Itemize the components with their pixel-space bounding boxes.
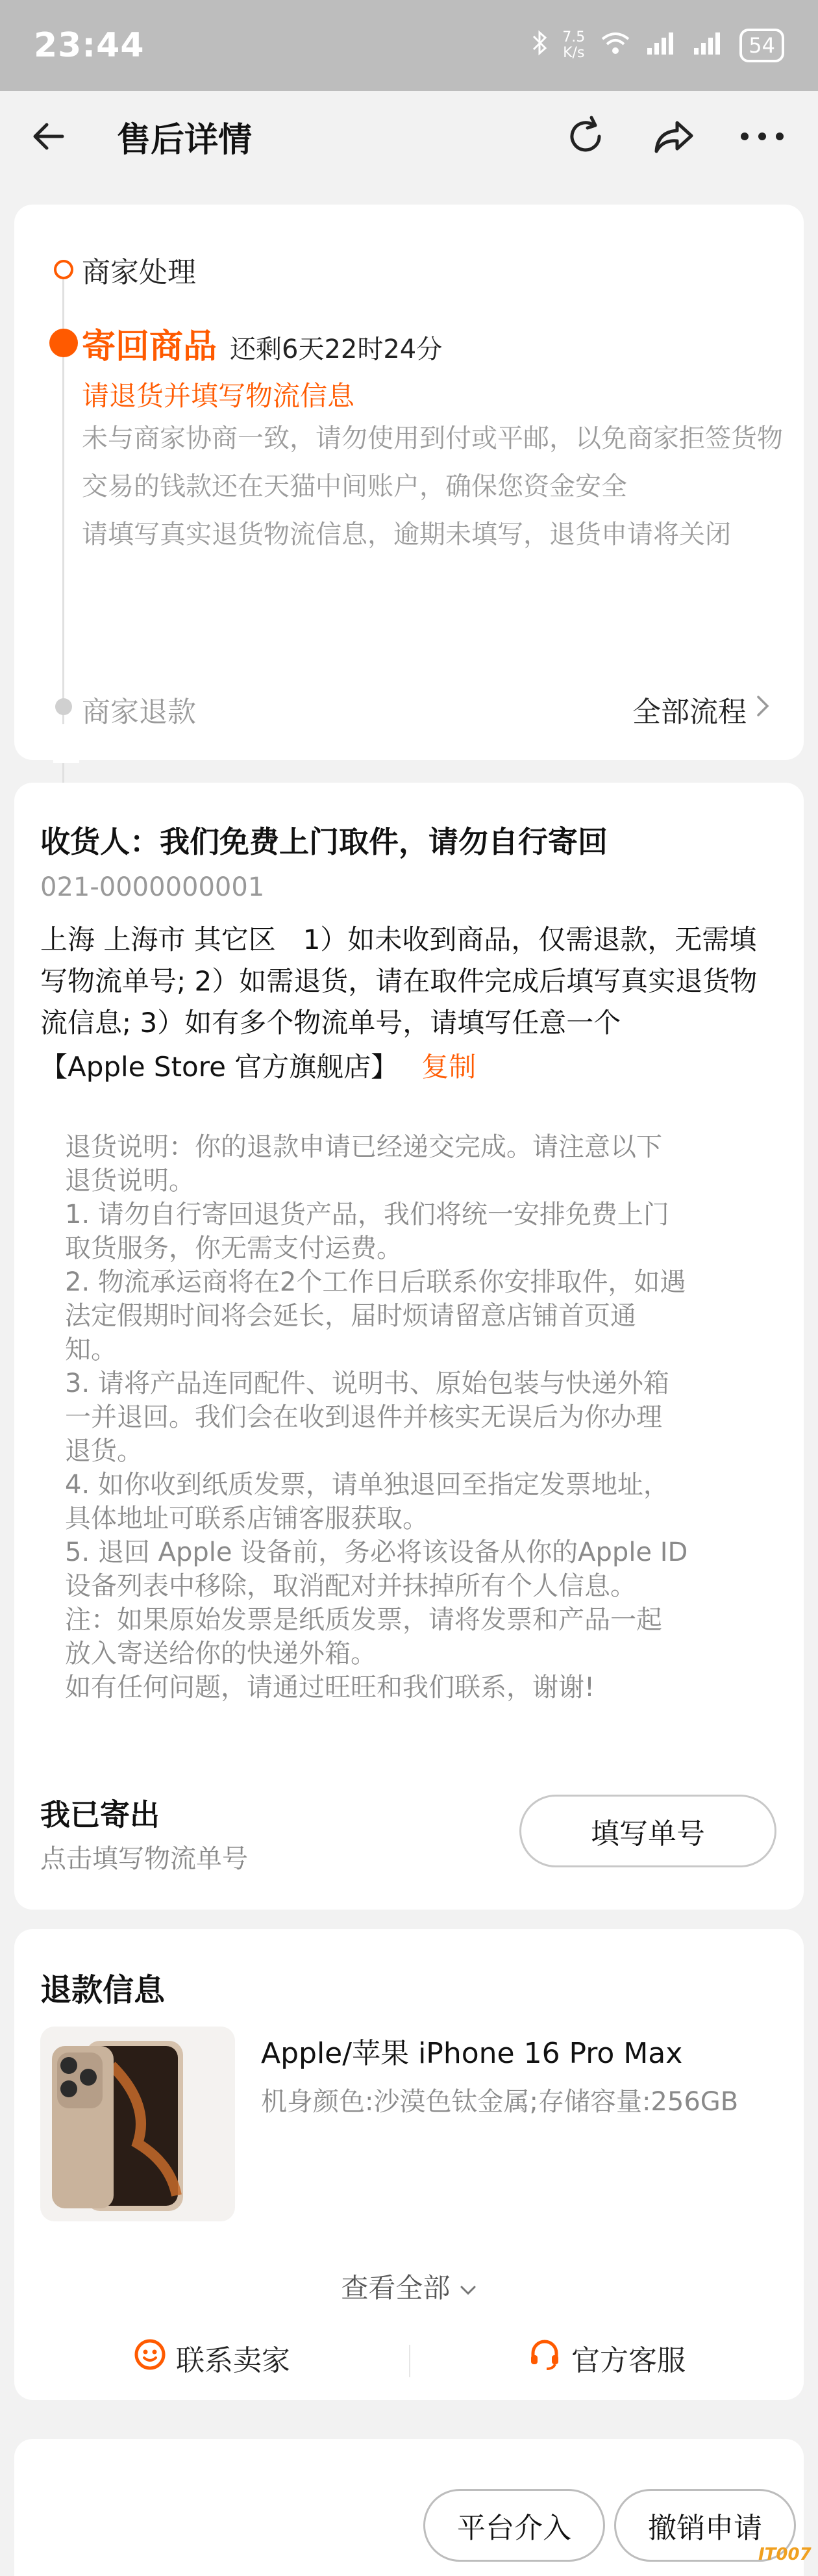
step-return-title: 寄回商品: [82, 327, 217, 366]
instruction-line: 2. 物流承运商将在2个工作日后联系你安排取件，如遇: [65, 1267, 686, 1297]
step-merchant-processing: 商家处理: [82, 256, 196, 289]
contact-seller-label: 联系卖家: [176, 2344, 290, 2377]
receiver-card: [14, 783, 804, 1910]
instruction-line: 退货说明。: [65, 1166, 195, 1196]
product-name[interactable]: Apple/苹果 iPhone 16 Pro Max: [261, 2037, 683, 2070]
tip-item: 交易的钱款还在天猫中间账户，确保您资金安全: [82, 472, 627, 501]
progress-card: [14, 205, 804, 760]
instruction-line: 5. 退回 Apple 设备前，务必将该设备从你的Apple ID: [65, 1537, 688, 1567]
tip-item: 请填写真实退货物流信息，逾期未填写，退货申请将关闭: [82, 520, 731, 549]
chevron-right-icon: [756, 693, 771, 726]
fill-tracking-button[interactable]: 填写单号: [519, 1795, 776, 1867]
product-spec: 机身颜色:沙漠色钛金属;存储容量:256GB: [261, 2087, 739, 2117]
status-icons: [531, 29, 784, 62]
time-remaining: 还剩6天22时24分: [230, 335, 443, 364]
sent-subtitle: 点击填写物流单号: [40, 1844, 248, 1874]
net-speed: [562, 30, 585, 61]
battery-icon: 54: [739, 29, 784, 62]
instruction-line: 1. 请勿自行寄回退货产品，我们将统一安排免费上门: [65, 1200, 669, 1230]
instruction-line: 4. 如你收到纸质发票，请单独退回至指定发票地址，: [65, 1470, 669, 1500]
signal-icon-2: [693, 30, 725, 62]
copy-button[interactable]: 复制: [421, 1051, 477, 1083]
instruction-line: 退货。: [65, 1436, 143, 1466]
all-flow-label: 全部流程: [632, 696, 747, 729]
share-icon[interactable]: [648, 110, 700, 162]
instruction-line: 具体地址可联系店铺客服获取。: [65, 1504, 428, 1534]
product-image[interactable]: [40, 2027, 235, 2221]
instruction-line: 设备列表中移除，取消配对并抹掉所有个人信息。: [65, 1571, 636, 1601]
cancel-application-button[interactable]: 撤销申请: [614, 2489, 796, 2562]
timeline-dot-done: [54, 260, 73, 279]
chevron-down-icon: [459, 2272, 477, 2304]
platform-intervene-button[interactable]: 平台介入: [423, 2489, 605, 2562]
bluetooth-icon: [531, 30, 548, 62]
seller-chat-icon: [133, 2338, 167, 2379]
view-all-label: 查看全部: [341, 2272, 451, 2304]
signal-icon: [646, 30, 678, 62]
wifi-icon: [599, 30, 632, 62]
step-merchant-refund: 商家退款: [82, 696, 196, 729]
instruction-line: 取货服务，你无需支付运费。: [65, 1233, 403, 1263]
more-icon[interactable]: [736, 110, 788, 162]
refund-title: 退款信息: [40, 1972, 166, 2008]
view-all-link[interactable]: [14, 2267, 804, 2306]
status-bar: [0, 0, 818, 91]
official-service-label: 官方客服: [571, 2344, 686, 2377]
back-arrow-icon[interactable]: [30, 107, 88, 166]
page-title: 售后详情: [117, 120, 253, 160]
divider: [409, 2345, 410, 2377]
instruction-line: 一并退回。我们会在收到退件并核实无误后为你办理: [65, 1402, 662, 1432]
instruction-line: 放入寄送给你的快递外箱。: [65, 1639, 377, 1669]
all-flow-link[interactable]: [632, 688, 771, 730]
store-name: 【Apple Store 官方旗舰店】: [40, 1051, 399, 1083]
receiver-phone: 021-0000000001: [40, 872, 265, 902]
instruction-line: 知。: [65, 1335, 117, 1365]
net-speed-unit: K/s: [563, 45, 585, 61]
instruction-line: 法定假期时间将会延长，届时烦请留意店铺首页通: [65, 1301, 636, 1331]
watermark-logo: IT007: [758, 2545, 812, 2564]
step-return-goods: [82, 319, 442, 368]
return-instructions: [65, 1130, 766, 1704]
receiver-address: 上海 上海市 其它区 1）如未收到商品，仅需退款，无需填写物流单号; 2）如需退货，请在取件完成后填写真实退货物流信息; 3）如有多个物流单号，请填写任意一个: [40, 924, 758, 1039]
return-subtitle: 请退货并填写物流信息: [82, 380, 355, 412]
net-speed-value: 7.5: [562, 29, 586, 45]
instruction-line: 注：如果原始发票是纸质发票，请将发票和产品一起: [65, 1605, 662, 1635]
instruction-line: 3. 请将产品连同配件、说明书、原始包装与快递外箱: [65, 1369, 669, 1398]
header-actions: [560, 110, 788, 162]
status-time: 23:44: [34, 26, 145, 65]
refresh-icon[interactable]: [560, 110, 612, 162]
contact-seller-button[interactable]: [14, 2325, 409, 2390]
instruction-line: 退货说明：你的退款申请已经递交完成。请注意以下: [65, 1132, 662, 1162]
instruction-line: 如有任何问题，请通过旺旺和我们联系，谢谢!: [65, 1673, 595, 1702]
sent-title: 我已寄出: [40, 1797, 160, 1832]
headset-icon: [527, 2337, 562, 2379]
official-service-button[interactable]: [409, 2325, 804, 2390]
timeline-dot-active: [49, 329, 78, 357]
receiver-store-row: [40, 1046, 476, 1085]
header: [0, 91, 818, 182]
tip-item: 未与商家协商一致，请勿使用到付或平邮，以免商家拒签货物: [82, 423, 783, 453]
timeline-dot-pending: [55, 698, 72, 715]
refund-card: [14, 1929, 804, 2400]
receiver-title: 收货人：我们免费上门取件，请勿自行寄回: [40, 824, 608, 859]
return-tips: [82, 419, 783, 563]
